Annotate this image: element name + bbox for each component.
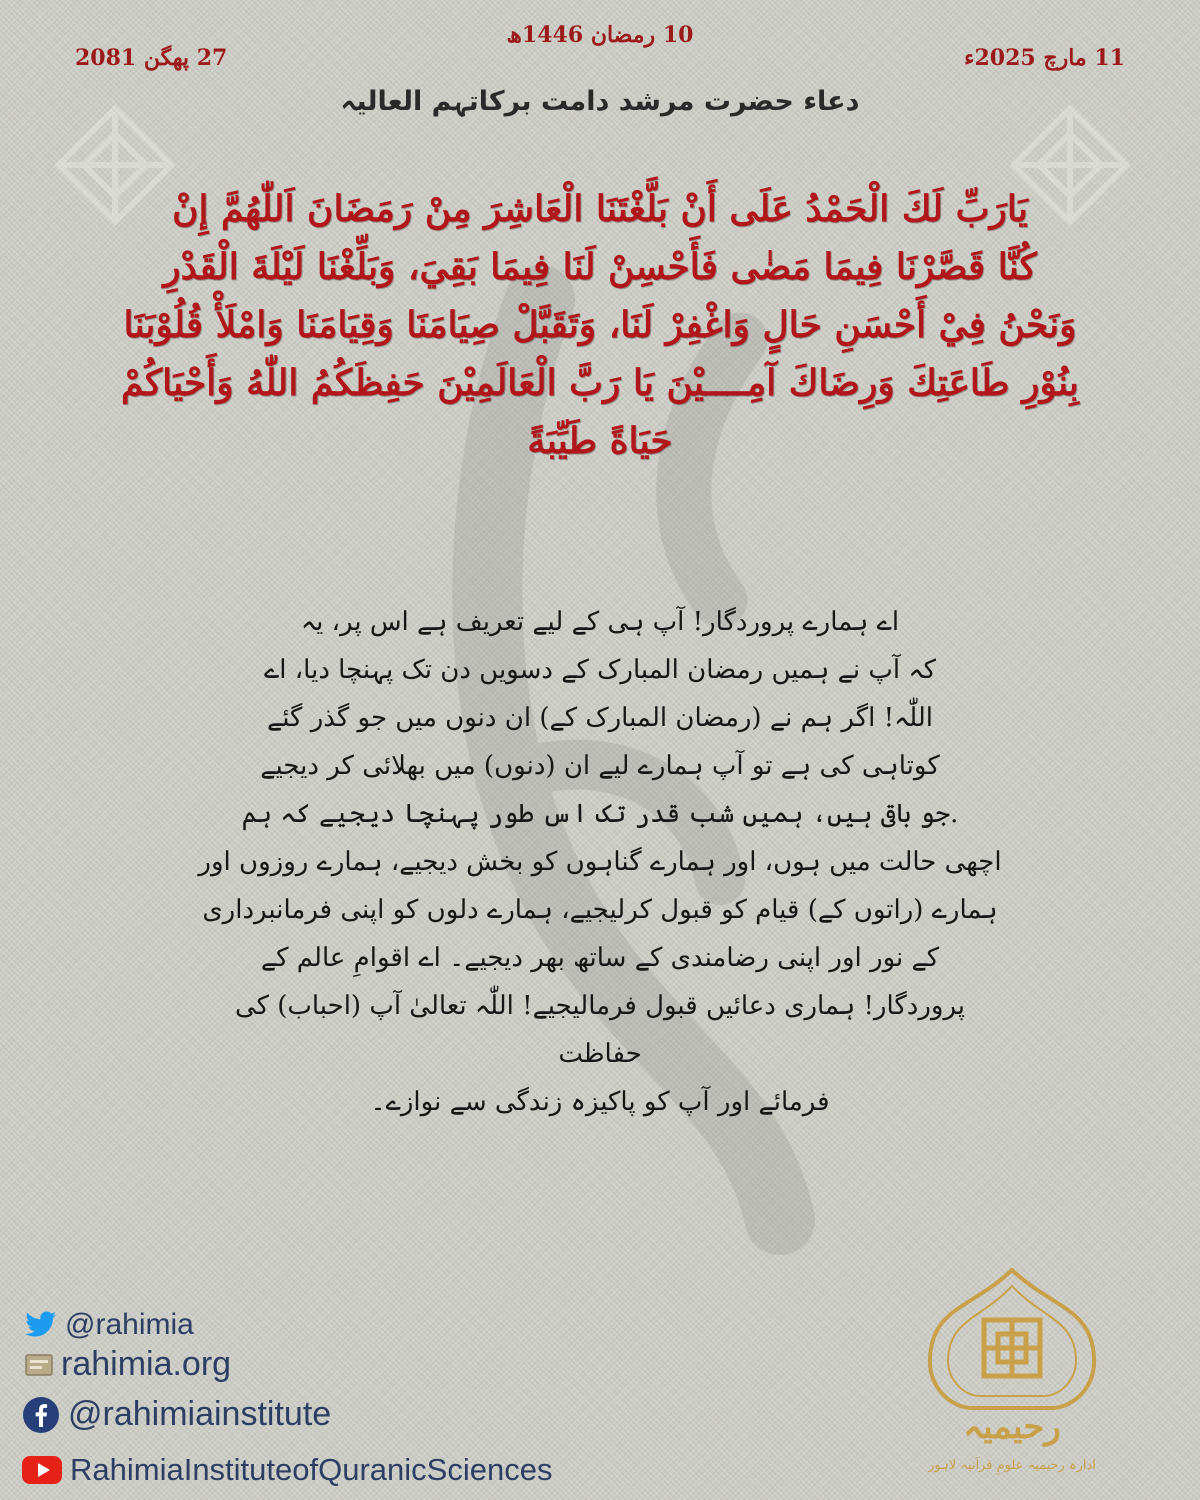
- arabic-line: بِنُوْرِ طَاعَتِكَ وَرِضَاكَ آمِــــيْنَ يَا رَبَّ الْعَالَمِيْنَ حَفِظَكُمُ اللّٰهُ وَأَحْيَاكُمْ: [121, 362, 1079, 404]
- urdu-line: .جو باقی ہیں، ہمیں شب قدر تک اس طور پہنچا دیجیے کہ ہم: [241, 799, 959, 829]
- urdu-line: اچھی حالت میں ہوں، اور ہمارے گناہوں کو بخش دیجیے، ہمارے روزوں اور: [198, 847, 1002, 877]
- urdu-line: کوتاہی کی ہے تو آپ ہمارے لیے ان (دنوں) میں بھلائی کر دیجیے: [260, 751, 940, 781]
- logo-name: رحیمیہ: [963, 1407, 1061, 1447]
- arabic-line: يَارَبِّ لَكَ الْحَمْدُ عَلَى أَنْ بَلَّغْتَنَا الْعَاشِرَ مِنْ رَمَضَانَ اَللّٰهُمَّ إِنْ: [172, 188, 1028, 230]
- urdu-line: ہمارے (راتوں کے) قیام کو قبول کرلیجیے، ہمارے دلوں کو اپنی فرمانبرداری: [202, 895, 998, 925]
- rahimia-logo: [912, 1268, 1112, 1490]
- youtube-icon: [22, 1456, 62, 1484]
- urdu-translation: [190, 598, 1010, 1126]
- web-icon: [25, 1353, 53, 1377]
- facebook-handle: @rahimiainstitute: [68, 1395, 332, 1433]
- urdu-line: اے ہمارے پروردگار! آپ ہی کے لیے تعریف ہے اس پر، یہ: [300, 607, 900, 637]
- urdu-line: فرمائے اور آپ کو پاکیزہ زندگی سے نوازے۔: [370, 1087, 830, 1117]
- gregorian-date: 11 مارچ 2025ء: [964, 45, 1125, 71]
- arabic-dua: [95, 180, 1105, 470]
- urdu-line: کہ آپ نے ہمیں رمضان المبارک کے دسویں دن تک پہنچا دیا، اے: [264, 655, 936, 685]
- logo-subtitle: ادارہ رحیمیہ علومِ قرآنیہ لاہور: [928, 1458, 1096, 1473]
- hijri-date: 10 رمضان 1446ھ: [506, 22, 694, 48]
- twitter-handle: @rahimia: [65, 1308, 194, 1341]
- arabic-line: كُنَّا قَصَّرْنَا فِيمَا مَضٰى فَأَحْسِنْ لَنَا فِيمَا بَقِيَ، وَبَلِّغْنَا لَيْلَةَ الْقَدْرِ: [163, 246, 1037, 288]
- twitter-icon: [25, 1311, 57, 1339]
- twitter-link[interactable]: [25, 1308, 194, 1342]
- page-title: دعاء حضرت مرشد دامت برکاتہم العالیہ: [340, 86, 860, 117]
- arabic-line: وَنَحْنُ فِيْ أَحْسَنِ حَالٍ وَاغْفِرْ لَنَا، وَتَقَبَّلْ صِيَامَنَا وَقِيَامَنَا وَامْلَأْ قُلُوْبَنَا: [123, 304, 1077, 346]
- urdu-line: کے نور اور اپنی رضامندی کے ساتھ بھر دیجیے۔ اے اقوامِ عالم کے: [260, 943, 940, 973]
- website-url: rahimia.org: [61, 1345, 232, 1383]
- arabic-line: حَيَاةً طَيِّبَةً: [527, 420, 673, 462]
- logo-emblem-icon: [912, 1268, 1112, 1418]
- facebook-link[interactable]: [22, 1395, 331, 1434]
- urdu-line: پروردگار! ہماری دعائیں قبول فرمالیجیے! اللّٰہ تعالیٰ آپ (احباب) کی حفاظت: [234, 991, 966, 1069]
- youtube-link[interactable]: [22, 1452, 552, 1488]
- website-link[interactable]: [25, 1345, 231, 1384]
- youtube-channel: RahimiaInstituteofQuranicSciences: [70, 1452, 553, 1487]
- urdu-line: اللّٰہ! اگر ہم نے (رمضان المبارک کے) ان دنوں میں جو گذر گئے: [266, 703, 934, 733]
- facebook-icon: [22, 1396, 60, 1434]
- bikrami-date: 27 پھگن 2081: [75, 45, 228, 71]
